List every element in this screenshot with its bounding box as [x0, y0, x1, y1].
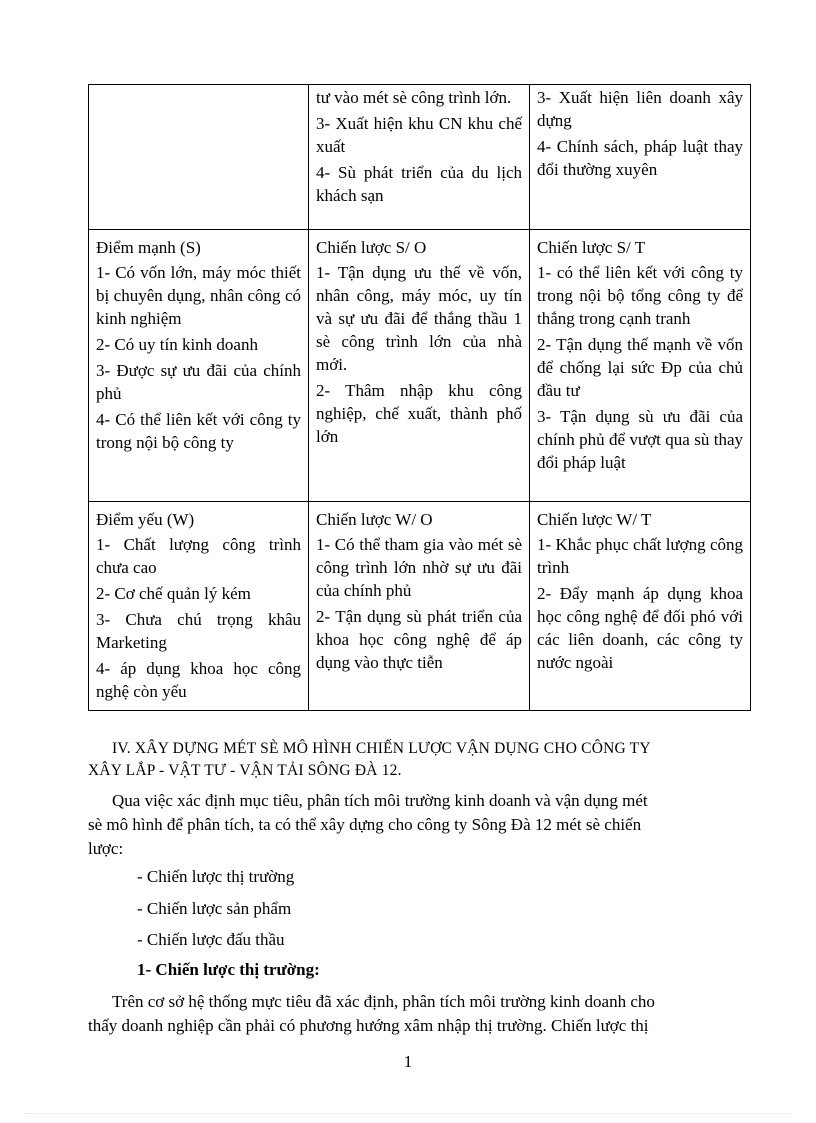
section-heading-line: XÂY LẮP - VẬT TƯ - VẬN TẢI SÔNG ĐÀ 12. — [88, 762, 402, 779]
paragraph-line: thấy doanh nghiệp cần phải có phương hướng xâm nhập thị trường. Chiến lược thị — [88, 1016, 649, 1035]
paragraph-line: Qua việc xác định mục tiêu, phân tích môi trường kinh doanh và vận dụng mét — [112, 791, 648, 810]
cell-line: 4- Chính sách, pháp luật thay đổi thường xuyên — [537, 137, 743, 179]
cell-heading: Điểm yếu (W) — [96, 510, 195, 529]
table-row — [89, 502, 751, 711]
cell-heading: Chiến lược W/ T — [537, 510, 652, 529]
cell-line: 2- Thâm nhập khu công nghiệp, chế xuất, thành phố lớn — [316, 381, 522, 446]
table-row — [89, 230, 751, 502]
section-heading-line: IV. XÂY DỰNG MÉT SÈ MÔ HÌNH CHIẾN LƯỢC VẬN DỤNG CHO CÔNG TY — [112, 740, 651, 757]
cell-line: 2- Cơ chế quản lý kém — [96, 584, 251, 603]
cell-line: 2- Có uy tín kinh doanh — [96, 335, 258, 354]
section-heading — [88, 738, 752, 782]
cell-opportunities-cont — [309, 85, 530, 230]
paragraph-line: Trên cơ sở hệ thống mực tiêu đã xác định, phân tích môi trường kinh doanh cho — [112, 992, 655, 1011]
cell-line: 1- Tận dụng ưu thế về vốn, nhân công, máy móc, uy tín và sự ưu đãi để thắng thầu 1 sè công trình lớn của nhà mới. — [316, 263, 522, 374]
cell-line: tư vào mét sè công trình lớn. — [316, 88, 512, 107]
cell-threats-cont — [530, 85, 751, 230]
paragraph-market — [88, 990, 752, 1038]
cell-line: 2- Tận dụng thế mạnh về vốn để chống lại sức Đp của chủ đầu tư — [537, 335, 743, 400]
cell-strengths — [89, 230, 309, 502]
list-item: - Chiến lược đấu thầu — [137, 930, 285, 949]
cell-line: 1- Có vốn lớn, máy móc thiết bị chuyên dụng, nhân công có kinh nghiệm — [96, 263, 301, 328]
paragraph-intro — [88, 789, 752, 861]
cell-wt-strategy — [530, 502, 751, 711]
list-item: - Chiến lược thị trường — [137, 867, 295, 886]
cell-line: 3- Chưa chú trọng khâu Marketing — [96, 610, 301, 652]
cell-heading: Chiến lược S/ T — [537, 238, 646, 257]
table-row — [89, 85, 751, 230]
cell-line: 4- Có thể liên kết với công ty trong nội bộ công ty — [96, 410, 301, 452]
subheading: 1- Chiến lược thị trường: — [137, 960, 320, 979]
cell-line: 1- Chất lượng công trình chưa cao — [96, 535, 301, 577]
cell-wo-strategy — [309, 502, 530, 711]
cell-line: 3- Tận dụng sù ưu đãi của chính phủ để vượt qua sù thay đổi pháp luật — [537, 407, 743, 472]
cell-line: 3- Xuất hiện liên doanh xây dựng — [537, 88, 743, 130]
list-item: - Chiến lược sản phẩm — [137, 899, 292, 918]
cell-st-strategy — [530, 230, 751, 502]
page-number: 1 — [403, 1052, 413, 1071]
cell-line: 3- Xuất hiện khu CN khu chế xuất — [316, 114, 522, 156]
footer-divider — [24, 1113, 792, 1114]
paragraph-line: sè mô hình để phân tích, ta có thể xây dựng cho công ty Sông Đà 12 mét sè chiến — [88, 815, 642, 834]
cell-line: 2- Đẩy mạnh áp dụng khoa học công nghệ để đối phó với các liên doanh, các công ty nước ngoài — [537, 584, 743, 672]
cell-line: 4- áp dụng khoa học công nghệ còn yếu — [96, 659, 301, 701]
cell-weaknesses — [89, 502, 309, 711]
cell-line: 1- có thể liên kết với công ty trong nội bộ tổng công ty để thắng trong cạnh tranh — [537, 263, 743, 328]
swot-table — [88, 84, 751, 711]
paragraph-line: lược: — [88, 839, 124, 858]
cell-heading: Chiến lược S/ O — [316, 238, 427, 257]
cell-line: 2- Tận dụng sù phát triển của khoa học công nghệ để áp dụng vào thực tiễn — [316, 607, 522, 672]
cell-line: 4- Sù phát triển của du lịch khách sạn — [316, 163, 522, 205]
cell-line: 1- Có thể tham gia vào mét sè công trình lớn nhờ sự ưu đãi của chính phủ — [316, 535, 522, 600]
cell-so-strategy — [309, 230, 530, 502]
cell-heading: Chiến lược W/ O — [316, 510, 433, 529]
cell-line: 3- Được sự ưu đãi của chính phủ — [96, 361, 301, 403]
cell-line: 1- Khắc phục chất lượng công trình — [537, 535, 743, 577]
cell-empty — [89, 85, 309, 230]
cell-heading: Điểm mạnh (S) — [96, 238, 201, 257]
